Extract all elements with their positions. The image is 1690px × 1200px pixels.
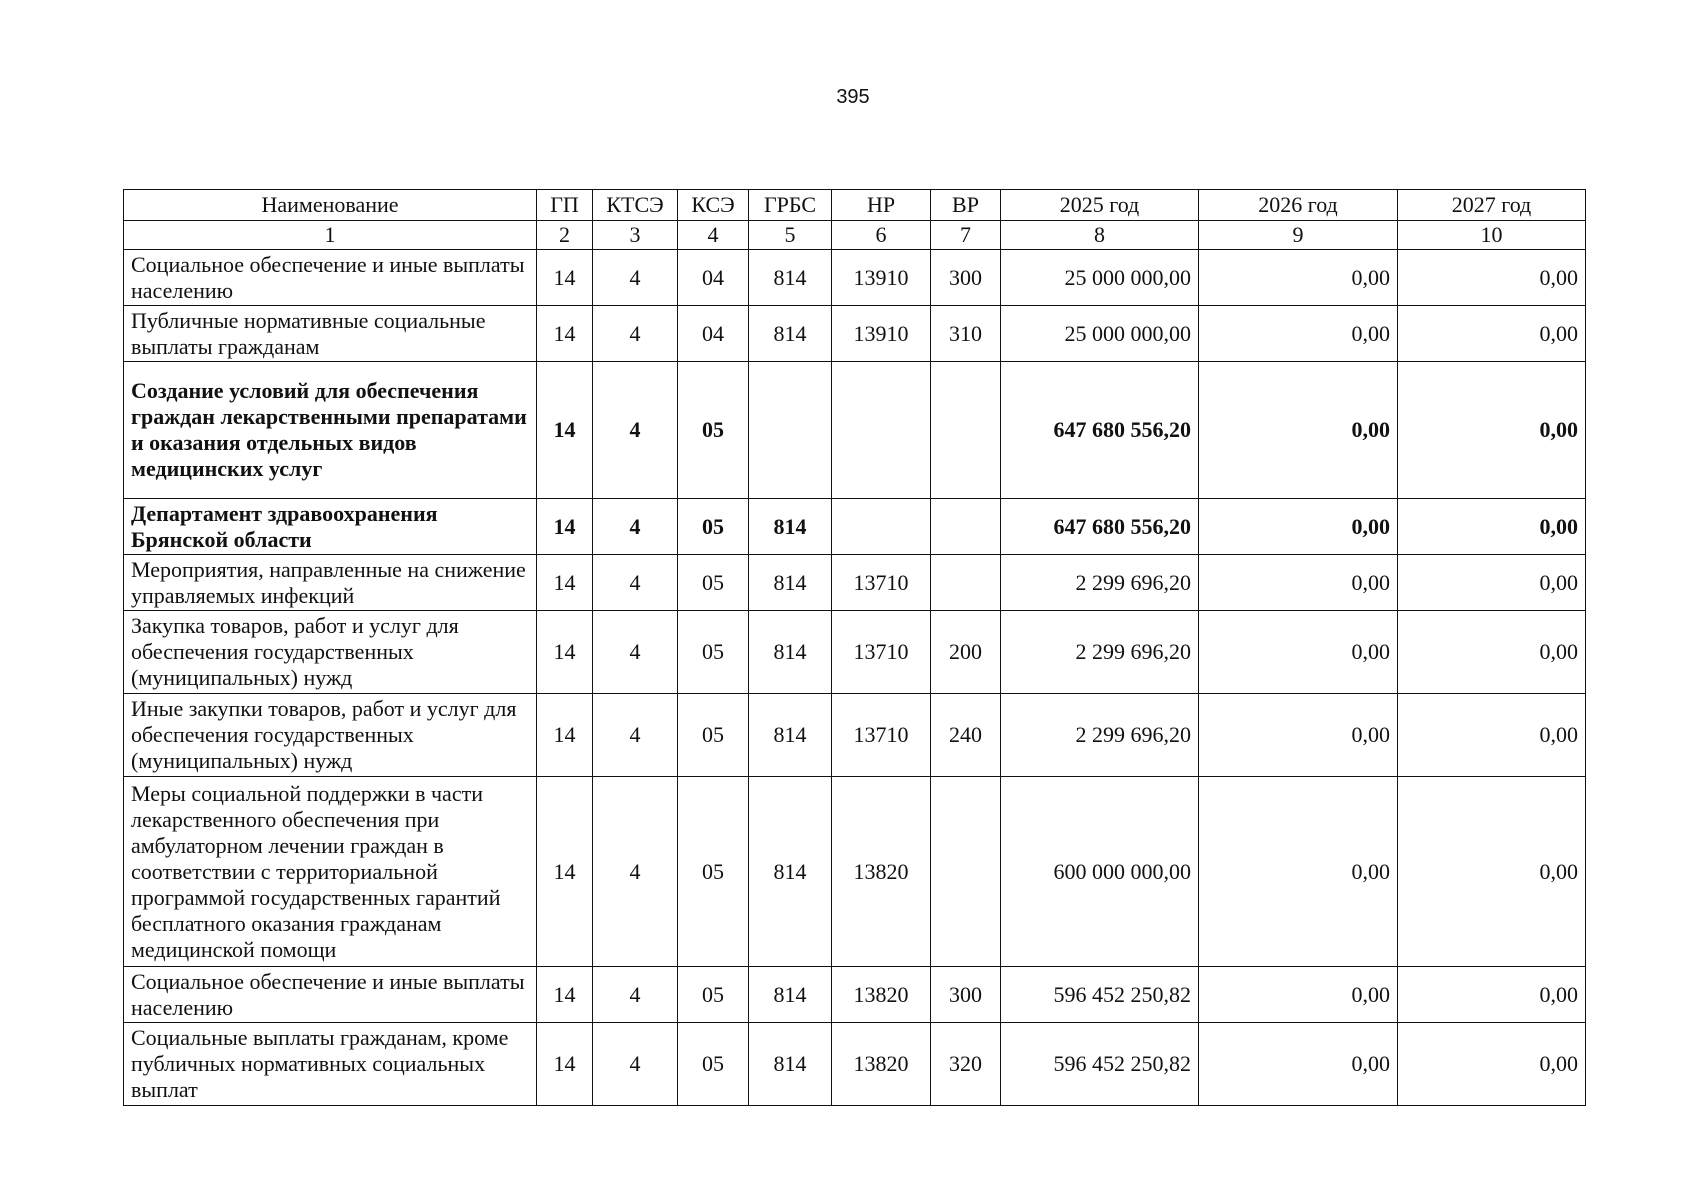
cell-vr: 240 bbox=[931, 694, 1001, 777]
cell-2026: 0,00 bbox=[1199, 694, 1398, 777]
cell-2027: 0,00 bbox=[1398, 777, 1586, 967]
cell-gp: 14 bbox=[537, 362, 593, 499]
cell-2025: 25 000 000,00 bbox=[1001, 250, 1199, 306]
cell-vr: 200 bbox=[931, 611, 1001, 694]
column-number: 4 bbox=[678, 221, 749, 250]
cell-nr: 13710 bbox=[832, 694, 931, 777]
table-row bbox=[124, 306, 1586, 362]
cell-2025: 2 299 696,20 bbox=[1001, 694, 1199, 777]
cell-kse: 04 bbox=[678, 250, 749, 306]
cell-2025: 596 452 250,82 bbox=[1001, 967, 1199, 1023]
column-number: 6 bbox=[832, 221, 931, 250]
cell-name: Социальные выплаты гражданам, кроме публичных нормативных социальных выплат bbox=[124, 1023, 537, 1106]
cell-2026: 0,00 bbox=[1199, 306, 1398, 362]
cell-kse: 05 bbox=[678, 362, 749, 499]
cell-grbs: 814 bbox=[749, 694, 832, 777]
cell-2026: 0,00 bbox=[1199, 499, 1398, 555]
cell-kse: 05 bbox=[678, 611, 749, 694]
table-row bbox=[124, 250, 1586, 306]
column-number: 1 bbox=[124, 221, 537, 250]
table-row bbox=[124, 967, 1586, 1023]
cell-ktse: 4 bbox=[593, 306, 678, 362]
cell-grbs: 814 bbox=[749, 777, 832, 967]
cell-ktse: 4 bbox=[593, 250, 678, 306]
column-header-gp: ГП bbox=[537, 190, 593, 221]
cell-grbs: 814 bbox=[749, 555, 832, 611]
cell-vr: 320 bbox=[931, 1023, 1001, 1106]
cell-gp: 14 bbox=[537, 250, 593, 306]
column-header-nr: НР bbox=[832, 190, 931, 221]
cell-name: Иные закупки товаров, работ и услуг для обеспечения государственных (муниципальных) нужд bbox=[124, 694, 537, 777]
cell-name: Социальное обеспечение и иные выплаты населению bbox=[124, 967, 537, 1023]
cell-2025: 596 452 250,82 bbox=[1001, 1023, 1199, 1106]
cell-2026: 0,00 bbox=[1199, 250, 1398, 306]
cell-2026: 0,00 bbox=[1199, 1023, 1398, 1106]
cell-name: Социальное обеспечение и иные выплаты населению bbox=[124, 250, 537, 306]
column-number: 5 bbox=[749, 221, 832, 250]
table-row bbox=[124, 611, 1586, 694]
cell-vr: 310 bbox=[931, 306, 1001, 362]
cell-2026: 0,00 bbox=[1199, 362, 1398, 499]
cell-2027: 0,00 bbox=[1398, 611, 1586, 694]
column-header-name: Наименование bbox=[124, 190, 537, 221]
cell-ktse: 4 bbox=[593, 611, 678, 694]
cell-2025: 647 680 556,20 bbox=[1001, 499, 1199, 555]
cell-vr: 300 bbox=[931, 967, 1001, 1023]
cell-2027: 0,00 bbox=[1398, 250, 1586, 306]
budget-table bbox=[123, 189, 1586, 1106]
column-header-kse: КСЭ bbox=[678, 190, 749, 221]
cell-2027: 0,00 bbox=[1398, 499, 1586, 555]
cell-2027: 0,00 bbox=[1398, 967, 1586, 1023]
cell-nr bbox=[832, 362, 931, 499]
cell-nr: 13710 bbox=[832, 611, 931, 694]
cell-grbs: 814 bbox=[749, 499, 832, 555]
cell-name: Меры социальной поддержки в части лекарственного обеспечения при амбулаторном лечении граждан в соответствии с территориальной программой государственных гарантий бесплатного оказания гражданам медицинской помощи bbox=[124, 777, 537, 967]
table-row bbox=[124, 694, 1586, 777]
table-header-row bbox=[124, 190, 1586, 221]
cell-grbs: 814 bbox=[749, 611, 832, 694]
cell-ktse: 4 bbox=[593, 1023, 678, 1106]
cell-gp: 14 bbox=[537, 499, 593, 555]
cell-2026: 0,00 bbox=[1199, 555, 1398, 611]
cell-kse: 05 bbox=[678, 555, 749, 611]
cell-2027: 0,00 bbox=[1398, 1023, 1586, 1106]
cell-name: Закупка товаров, работ и услуг для обеспечения государственных (муниципальных) нужд bbox=[124, 611, 537, 694]
cell-2027: 0,00 bbox=[1398, 362, 1586, 499]
cell-vr bbox=[931, 362, 1001, 499]
cell-2025: 25 000 000,00 bbox=[1001, 306, 1199, 362]
cell-2025: 600 000 000,00 bbox=[1001, 777, 1199, 967]
cell-gp: 14 bbox=[537, 555, 593, 611]
cell-grbs: 814 bbox=[749, 1023, 832, 1106]
cell-kse: 05 bbox=[678, 499, 749, 555]
cell-name: Создание условий для обеспечения граждан лекарственными препаратами и оказания отдельных видов медицинских услуг bbox=[124, 362, 537, 499]
cell-grbs bbox=[749, 362, 832, 499]
column-number: 10 bbox=[1398, 221, 1586, 250]
cell-nr bbox=[832, 499, 931, 555]
cell-ktse: 4 bbox=[593, 499, 678, 555]
cell-2026: 0,00 bbox=[1199, 967, 1398, 1023]
cell-nr: 13820 bbox=[832, 1023, 931, 1106]
cell-nr: 13820 bbox=[832, 967, 931, 1023]
table-row bbox=[124, 777, 1586, 967]
cell-gp: 14 bbox=[537, 306, 593, 362]
column-header-2027: 2027 год bbox=[1398, 190, 1586, 221]
column-header-grbs: ГРБС bbox=[749, 190, 832, 221]
cell-ktse: 4 bbox=[593, 555, 678, 611]
column-number-row bbox=[124, 221, 1586, 250]
cell-gp: 14 bbox=[537, 777, 593, 967]
cell-vr bbox=[931, 777, 1001, 967]
table-row bbox=[124, 1023, 1586, 1106]
column-number: 8 bbox=[1001, 221, 1199, 250]
column-header-vr: ВР bbox=[931, 190, 1001, 221]
column-header-2026: 2026 год bbox=[1199, 190, 1398, 221]
cell-2027: 0,00 bbox=[1398, 694, 1586, 777]
cell-gp: 14 bbox=[537, 611, 593, 694]
cell-2027: 0,00 bbox=[1398, 555, 1586, 611]
cell-kse: 05 bbox=[678, 694, 749, 777]
table-row-bold bbox=[124, 499, 1586, 555]
cell-kse: 05 bbox=[678, 777, 749, 967]
cell-kse: 05 bbox=[678, 1023, 749, 1106]
column-header-2025: 2025 год bbox=[1001, 190, 1199, 221]
cell-name: Мероприятия, направленные на снижение управляемых инфекций bbox=[124, 555, 537, 611]
cell-kse: 04 bbox=[678, 306, 749, 362]
column-number: 2 bbox=[537, 221, 593, 250]
cell-gp: 14 bbox=[537, 694, 593, 777]
column-number: 7 bbox=[931, 221, 1001, 250]
cell-2026: 0,00 bbox=[1199, 777, 1398, 967]
table-row-bold bbox=[124, 362, 1586, 499]
cell-gp: 14 bbox=[537, 967, 593, 1023]
cell-ktse: 4 bbox=[593, 362, 678, 499]
cell-2025: 2 299 696,20 bbox=[1001, 555, 1199, 611]
table-row bbox=[124, 555, 1586, 611]
cell-grbs: 814 bbox=[749, 250, 832, 306]
cell-kse: 05 bbox=[678, 967, 749, 1023]
cell-nr: 13910 bbox=[832, 306, 931, 362]
cell-name: Публичные нормативные социальные выплаты гражданам bbox=[124, 306, 537, 362]
column-number: 3 bbox=[593, 221, 678, 250]
cell-2027: 0,00 bbox=[1398, 306, 1586, 362]
cell-nr: 13820 bbox=[832, 777, 931, 967]
cell-gp: 14 bbox=[537, 1023, 593, 1106]
cell-ktse: 4 bbox=[593, 694, 678, 777]
column-number: 9 bbox=[1199, 221, 1398, 250]
cell-vr: 300 bbox=[931, 250, 1001, 306]
column-header-ktse: КТСЭ bbox=[593, 190, 678, 221]
cell-vr bbox=[931, 555, 1001, 611]
page-number: 395 bbox=[836, 86, 870, 108]
cell-name: Департамент здравоохранения Брянской области bbox=[124, 499, 537, 555]
cell-2025: 2 299 696,20 bbox=[1001, 611, 1199, 694]
cell-nr: 13910 bbox=[832, 250, 931, 306]
cell-ktse: 4 bbox=[593, 967, 678, 1023]
cell-ktse: 4 bbox=[593, 777, 678, 967]
cell-grbs: 814 bbox=[749, 306, 832, 362]
cell-2026: 0,00 bbox=[1199, 611, 1398, 694]
cell-grbs: 814 bbox=[749, 967, 832, 1023]
cell-vr bbox=[931, 499, 1001, 555]
cell-2025: 647 680 556,20 bbox=[1001, 362, 1199, 499]
cell-nr: 13710 bbox=[832, 555, 931, 611]
